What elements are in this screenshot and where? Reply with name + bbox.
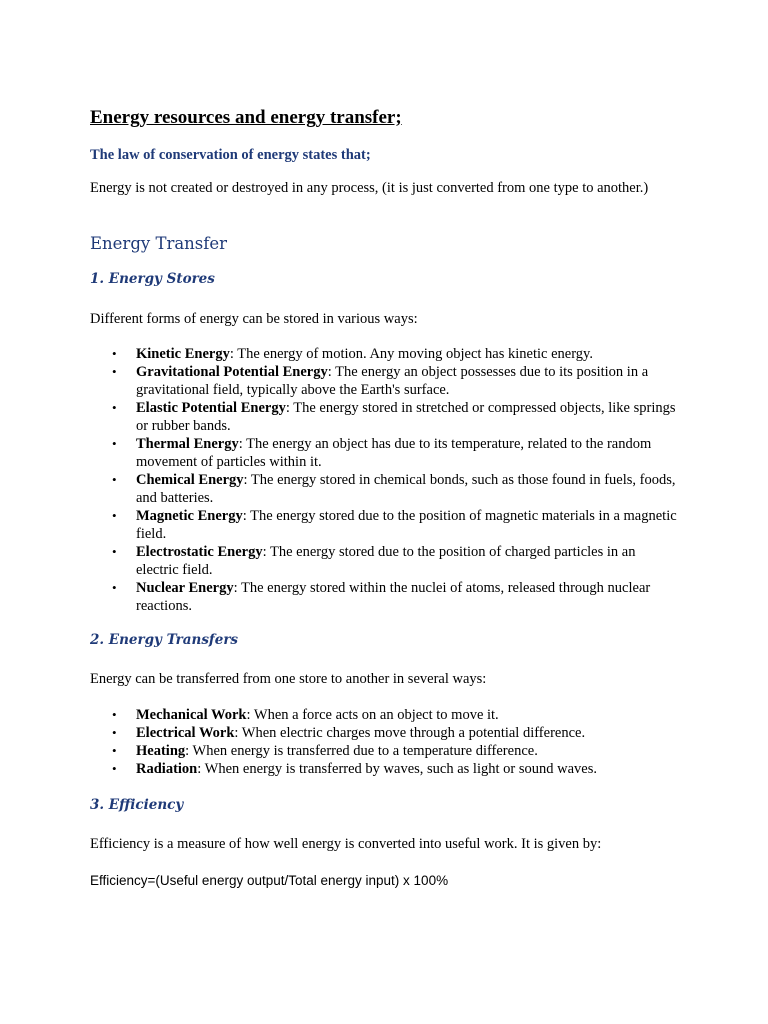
bullet-icon: •	[112, 436, 117, 451]
list-item	[90, 579, 680, 615]
list-item-desc: : When electric charges move through a potential difference.	[234, 725, 586, 741]
transfers-list	[90, 706, 680, 778]
efficiency-intro: Efficiency is a measure of how well energy is converted into useful work. It is given by:	[90, 836, 602, 852]
list-item	[90, 345, 680, 363]
efficiency-heading: 3. Efficiency	[90, 797, 184, 813]
bullet-icon: •	[112, 707, 117, 722]
list-item-desc: : When a force acts on an object to move it.	[246, 707, 499, 723]
bullet-icon: •	[112, 743, 117, 758]
bullet-icon: •	[112, 544, 117, 559]
list-item-term: Kinetic Energy	[136, 346, 230, 362]
bullet-icon: •	[112, 508, 117, 523]
list-item-term: Heating	[136, 743, 186, 759]
bullet-icon: •	[112, 346, 117, 361]
bullet-icon: •	[112, 364, 117, 379]
transfers-heading: 2. Energy Transfers	[90, 632, 239, 648]
list-item-desc: : The energy an object possesses due to its position in a gravitational field, typically above the Earth's surface.	[136, 364, 649, 398]
list-item	[90, 742, 680, 760]
list-item-term: Mechanical Work	[136, 707, 247, 723]
law-text: Energy is not created or destroyed in any process, (it is just converted from one type to another.)	[90, 180, 649, 196]
law-heading: The law of conservation of energy states that;	[90, 147, 371, 163]
transfers-intro: Energy can be transferred from one store to another in several ways:	[90, 671, 487, 687]
bullet-icon: •	[112, 725, 117, 740]
list-item-desc: : The energy of motion. Any moving object has kinetic energy.	[229, 346, 593, 362]
list-item	[90, 399, 680, 435]
bullet-icon: •	[112, 761, 117, 776]
stores-list	[90, 345, 680, 615]
efficiency-formula: Efficiency=(Useful energy output/Total energy input) x 100%	[90, 873, 449, 888]
list-item	[90, 471, 680, 507]
list-item-desc: : The energy an object has due to its temperature, related to the random movement of particles within it.	[136, 436, 652, 470]
list-item-desc: : The energy stored due to the position of magnetic materials in a magnetic field.	[136, 508, 677, 542]
bullet-icon: •	[112, 580, 117, 595]
list-item	[90, 724, 680, 742]
list-item-desc: : The energy stored due to the position of charged particles in an electric field.	[136, 544, 636, 578]
list-item-term: Chemical Energy	[136, 472, 244, 488]
list-item-term: Gravitational Potential Energy	[136, 364, 328, 380]
stores-heading: 1. Energy Stores	[90, 271, 215, 287]
bullet-icon: •	[112, 400, 117, 415]
list-item-term: Elastic Potential Energy	[136, 400, 286, 416]
list-item	[90, 435, 680, 471]
list-item-desc: : The energy stored in stretched or compressed objects, like springs or rubber bands.	[136, 400, 676, 434]
list-item-desc: : When energy is transferred by waves, such as light or sound waves.	[197, 761, 597, 777]
list-item-term: Nuclear Energy	[136, 580, 234, 596]
page-title: Energy resources and energy transfer;	[90, 107, 402, 128]
list-item	[90, 543, 680, 579]
list-item-term: Thermal Energy	[136, 436, 239, 452]
stores-intro: Different forms of energy can be stored in various ways:	[90, 311, 418, 327]
list-item-term: Electrical Work	[136, 725, 235, 741]
list-item-desc: : When energy is transferred due to a temperature difference.	[185, 743, 538, 759]
list-item-term: Electrostatic Energy	[136, 544, 263, 560]
list-item	[90, 706, 680, 724]
bullet-icon: •	[112, 472, 117, 487]
list-item	[90, 507, 680, 543]
list-item-term: Magnetic Energy	[136, 508, 243, 524]
list-item	[90, 760, 680, 778]
list-item	[90, 363, 680, 399]
section-title: Energy Transfer	[90, 234, 228, 253]
list-item-desc: : The energy stored within the nuclei of atoms, released through nuclear reactions.	[136, 580, 651, 614]
list-item-term: Radiation	[136, 761, 198, 777]
list-item-desc: : The energy stored in chemical bonds, such as those found in fuels, foods, and batteries.	[136, 472, 676, 506]
